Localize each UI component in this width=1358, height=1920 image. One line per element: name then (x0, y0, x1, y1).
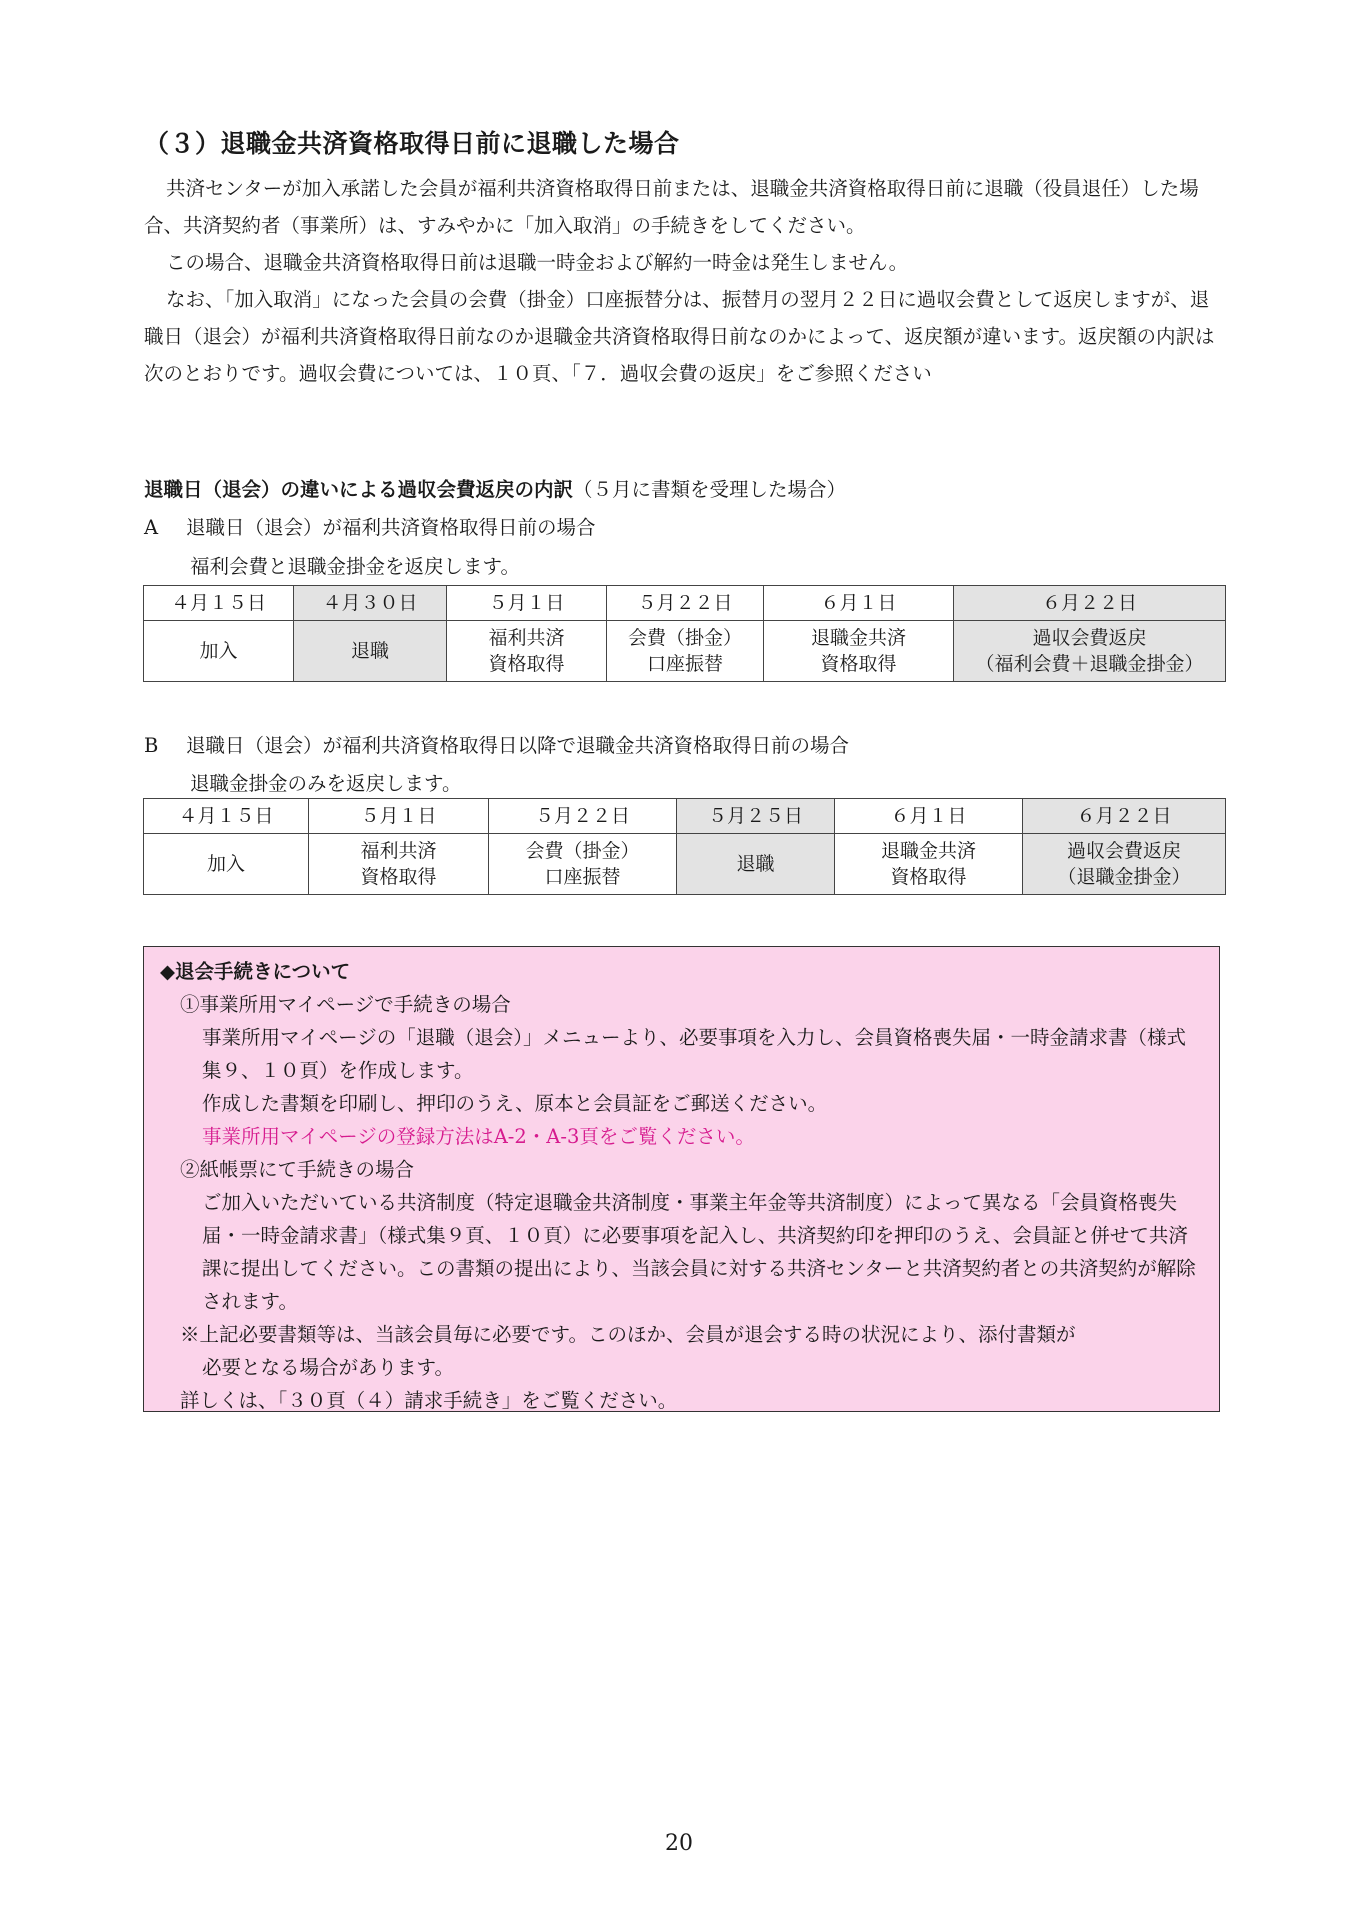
event-text: 口座振替 (646, 653, 723, 675)
date-cell: ６月１日 (835, 799, 1023, 834)
date-cell: ５月１日 (309, 799, 489, 834)
notice-item1-title: ①事業所用マイページで手続きの場合 (180, 993, 511, 1016)
event-cell (489, 834, 677, 895)
date-cell: ４月１５日 (144, 586, 294, 621)
date-cell: ５月１日 (447, 586, 607, 621)
event-text: 資格取得 (360, 866, 437, 888)
notice-line: 事業所用マイページの「退職（退会）」メニューより、必要事項を入力し、会員資格喪失届・一時金請求書（様式集９、１０頁）を作成します。 (202, 1026, 1186, 1082)
case-b-label: B (144, 734, 159, 757)
case-b-title (144, 730, 849, 758)
event-text: 加入 (199, 640, 238, 662)
case-a-timeline-table (143, 585, 1226, 682)
event-text: 福利共済 (488, 627, 565, 649)
timeline-date-row (144, 586, 1226, 621)
event-text: 会費（掛金） (627, 627, 742, 649)
case-a-title-text: 退職日（退会）が福利共済資格取得日前の場合 (186, 516, 596, 539)
refund-title-main: 退職日（退会）の違いによる過収会費返戻の内訳 (144, 478, 574, 501)
case-b-description: 退職金掛金のみを返戻します。 (190, 772, 462, 795)
date-cell: ５月２２日 (489, 799, 677, 834)
event-cell (309, 834, 489, 895)
event-cell (294, 621, 447, 682)
intro-paragraph: なお、「加入取消」になった会員の会費（掛金）口座振替分は、振替月の翌月２２日に過収会費として返戻しますが、退職日（退会）が福利共済資格取得日前なのか退職金共済資格取得日前なのかによって、返戻額が違います。返戻額の内訳は次のとおりです。過収会費については、１０頁、「７．過収会費の返戻」をご参照ください (144, 288, 1215, 385)
event-cell (764, 621, 954, 682)
case-a-description: 福利会費と退職金掛金を返戻します。 (190, 555, 520, 578)
event-text: （福利会費＋退職金掛金） (975, 653, 1204, 675)
event-cell (835, 834, 1023, 895)
intro-paragraph: この場合、退職金共済資格取得日前は退職一時金および解約一時金は発生しません。 (166, 251, 909, 274)
event-cell (144, 834, 309, 895)
intro-text (144, 170, 1226, 392)
date-cell: ５月２２日 (607, 586, 764, 621)
event-cell (144, 621, 294, 682)
notice-line: 作成した書類を印刷し、押印のうえ、原本と会員証をご郵送ください。 (202, 1092, 828, 1115)
date-cell: ６月２２日 (954, 586, 1226, 621)
event-cell (954, 621, 1226, 682)
date-cell: ４月１５日 (144, 799, 309, 834)
page-number: 20 (665, 1831, 693, 1856)
notice-item1-body (144, 1021, 1219, 1153)
event-text: 退職金共済 (880, 840, 976, 862)
event-text: 資格取得 (488, 653, 565, 675)
event-cell (607, 621, 764, 682)
event-text: 資格取得 (820, 653, 897, 675)
timeline-event-row (144, 621, 1226, 682)
notice-item2-body (144, 1186, 1219, 1318)
mypage-registration-link[interactable]: 事業所用マイページの登録方法はA-2・A-3頁をご覧ください。 (202, 1125, 755, 1148)
notice-item2-title: ②紙帳票にて手続きの場合 (180, 1158, 415, 1181)
date-cell: ６月１日 (764, 586, 954, 621)
event-text: 退職 (350, 640, 389, 662)
refund-title-suffix: （５月に書類を受理した場合） (573, 478, 847, 501)
case-b-timeline-table (143, 798, 1226, 895)
event-text: （退職金掛金） (1057, 866, 1191, 888)
notice-line: ご加入いただいている共済制度（特定退職金共済制度・事業主年金等共済制度）によって異なる「会員資格喪失届・一時金請求書」（様式集９頁、１０頁）に必要事項を記入し、共済契約印を押印のうえ、会員証と併せて共済課に提出してください。この書類の提出により、当該会員に対する共済センターと共済契約者との共済契約が解除されます。 (202, 1191, 1196, 1313)
intro-paragraph: 共済センターが加入承諾した会員が福利共済資格取得日前または、退職金共済資格取得日前に退職（役員退任）した場合、共済契約者（事業所）は、すみやかに「加入取消」の手続きをしてください。 (144, 177, 1199, 237)
event-cell (677, 834, 835, 895)
event-text: 会費（掛金） (525, 840, 640, 862)
timeline-date-row (144, 799, 1226, 834)
event-text: 過収会費返戻 (1066, 840, 1181, 862)
event-cell (1023, 834, 1226, 895)
date-cell: ６月２２日 (1023, 799, 1226, 834)
event-text: 退職 (736, 853, 775, 875)
timeline-event-row (144, 834, 1226, 895)
notice-note-cont: 必要となる場合があります。 (202, 1356, 454, 1379)
event-text: 加入 (206, 853, 245, 875)
withdrawal-procedure-box (143, 946, 1220, 1412)
notice-detail: 詳しくは、「３０頁（４）請求手続き」をご覧ください。 (180, 1389, 678, 1412)
date-cell: ４月３０日 (294, 586, 447, 621)
case-b-title-text: 退職日（退会）が福利共済資格取得日以降で退職金共済資格取得日前の場合 (186, 734, 850, 757)
event-text: 過収会費返戻 (1032, 627, 1147, 649)
event-text: 福利共済 (360, 840, 437, 862)
event-text: 退職金共済 (810, 627, 906, 649)
event-text: 資格取得 (890, 866, 967, 888)
event-cell (447, 621, 607, 682)
case-a-label: A (144, 516, 159, 539)
notice-note: ※上記必要書類等は、当該会員毎に必要です。このほか、会員が退会する時の状況により、添付書類が (180, 1323, 1076, 1346)
date-cell: ５月２５日 (677, 799, 835, 834)
event-text: 口座振替 (544, 866, 621, 888)
section-heading: （３）退職金共済資格取得日前に退職した場合 (144, 129, 680, 158)
notice-title: ◆退会手続きについて (160, 960, 351, 983)
refund-breakdown-title (144, 474, 846, 502)
case-a-title (144, 512, 596, 540)
